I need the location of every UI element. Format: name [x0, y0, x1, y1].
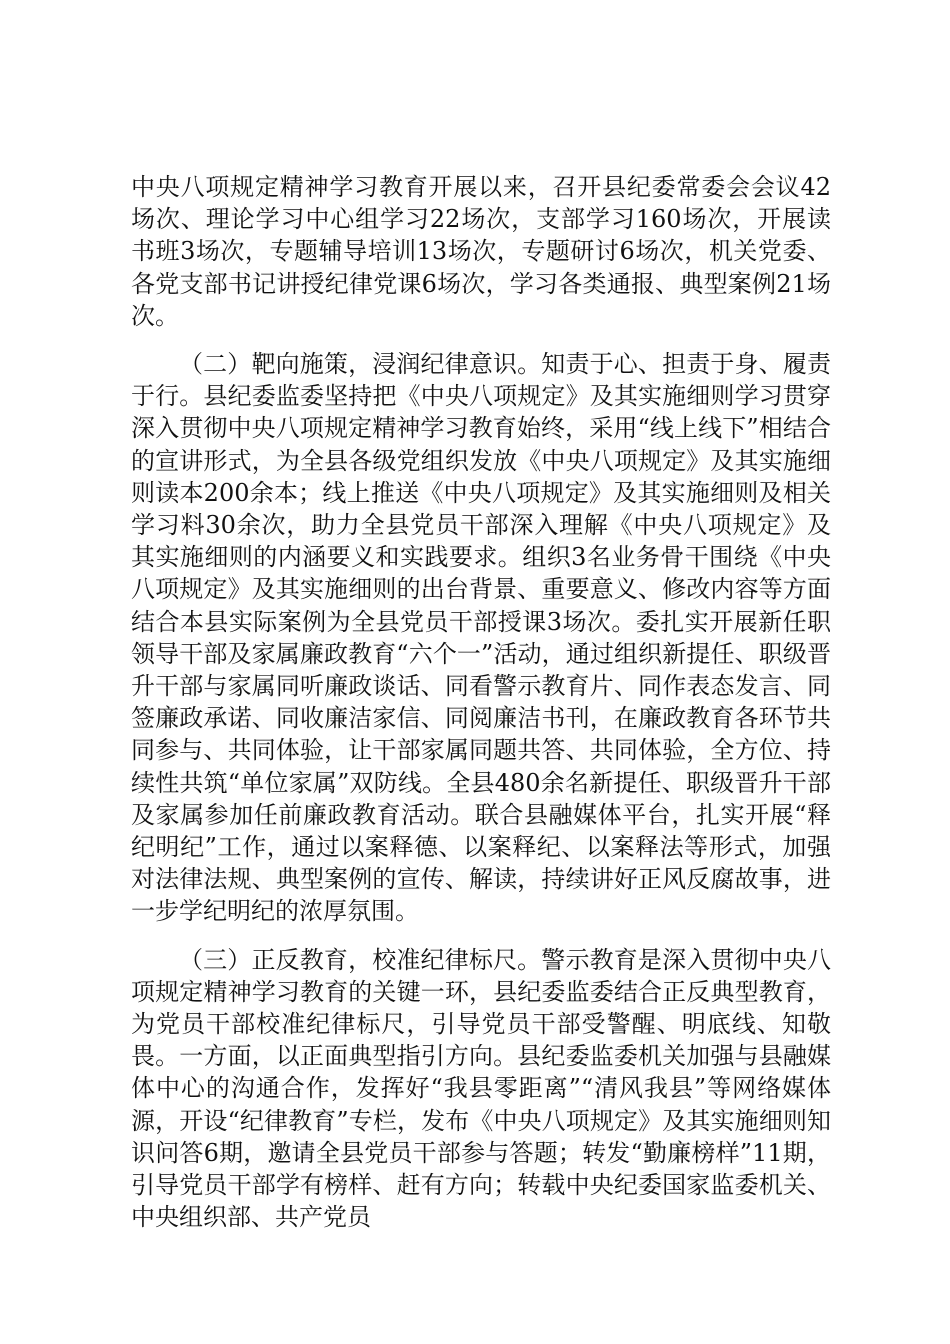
document-body	[131, 171, 831, 1234]
paragraph-continuation: 中央八项规定精神学习教育开展以来，召开县纪委常委会会议42场次、理论学习中心组学习22场次，支部学习160场次，开展读书班3场次，专题辅导培训13场次，专题研讨6场次，机关党委、各党支部书记讲授纪律党课6场次，学习各类通报、典型案例21场次。	[131, 173, 831, 330]
paragraph-section-three: （三）正反教育，校准纪律标尺。警示教育是深入贯彻中央八项规定精神学习教育的关键一环，县纪委监委结合正反典型教育，为党员干部校准纪律标尺，引导党员干部受警醒、明底线、知敬畏。一方面，以正面典型指引方向。县纪委监委机关加强与县融媒体中心的沟通合作，发挥好“我县零距离”“清风我县”等网络媒体源，开设“纪律教育”专栏，发布《中央八项规定》及其实施细则知识问答6期，邀请全县党员干部参与答题；转发“勤廉榜样”11期，引导党员干部学有榜样、赶有方向；转载中央纪委国家监委机关、中央组织部、共产党员	[131, 945, 831, 1232]
paragraph-section-two: （二）靶向施策，浸润纪律意识。知责于心、担责于身、履责于行。县纪委监委坚持把《中央八项规定》及其实施细则学习贯穿深入贯彻中央八项规定精神学习教育始终，采用“线上线下”相结合的宣讲形式，为全县各级党组织发放《中央八项规定》及其实施细则读本200余本；线上推送《中央八项规定》及其实施细则及相关学习料30余次，助力全县党员干部深入理解《中央八项规定》及其实施细则的内涵要义和实践要求。组织3名业务骨干围绕《中央八项规定》及其实施细则的出台背景、重要意义、修改内容等方面结合本县实际案例为全县党员干部授课3场次。委扎实开展新任职领导干部及家属廉政教育“六个一”活动，通过组织新提任、职级晋升干部与家属同听廉政谈话、同看警示教育片、同作表态发言、同签廉政承诺、同收廉洁家信、同阅廉洁书刊，在廉政教育各环节共同参与、共同体验，让干部家属同题共答、共同体验，全方位、持续性共筑“单位家属”双防线。全县480余名新提任、职级晋升干部及家属参加任前廉政教育活动。联合县融媒体平台，扎实开展“释纪明纪”工作，通过以案释德、以案释纪、以案释法等形式，加强对法律法规、典型案例的宣传、解读，持续讲好正风反腐故事，进一步学纪明纪的浓厚氛围。	[131, 350, 831, 926]
